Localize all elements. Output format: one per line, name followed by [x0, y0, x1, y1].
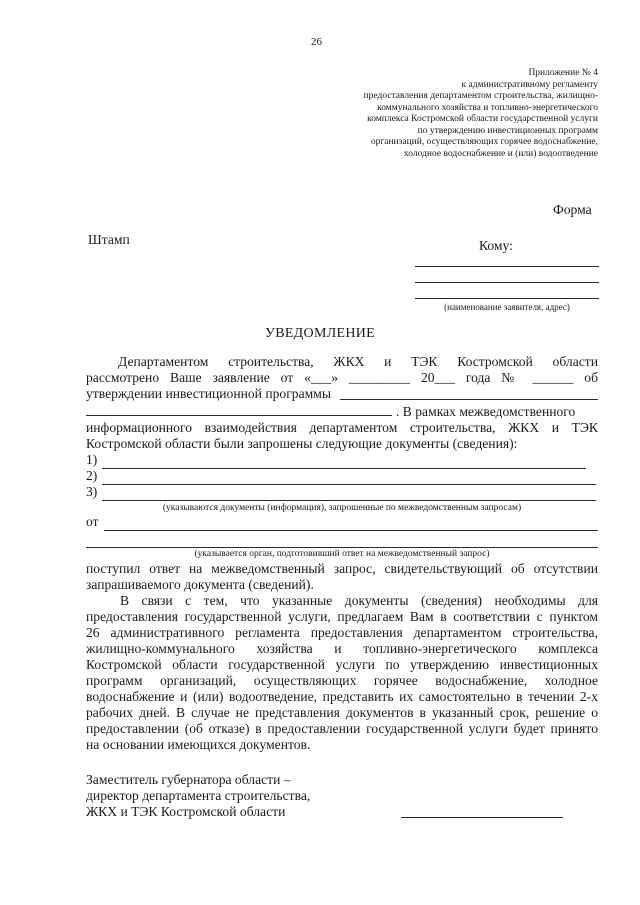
organ-line[interactable] [104, 530, 598, 531]
document-line[interactable] [102, 468, 586, 469]
para2-line: поступил ответ на межведомственный запрос, свидетельствующий об отсутствии [86, 561, 598, 576]
document-line[interactable] [102, 500, 596, 501]
para3-line: на основании имеющихся документов. [86, 737, 311, 752]
form-label: Форма [553, 202, 592, 217]
para1-line: Костромской области были запрошены следующие документы (сведения): [86, 436, 518, 451]
appendix-line: организаций, осуществляющих горячее водоснабжение, [370, 137, 598, 147]
appendix-line: комплекса Костромской области государственной услуги [367, 114, 598, 124]
applicant-caption: (наименование заявителя, адрес) [444, 302, 570, 312]
para1-line: Департаментом строительства, ЖКХ и ТЭК Костромской области [118, 354, 598, 369]
document-title: УВЕДОМЛЕНИЕ [264, 326, 376, 341]
organ-line[interactable] [86, 547, 598, 548]
appendix-line: к административному регламенту [461, 79, 598, 90]
organ-caption: (указывается орган, подготовивший ответ на межведомственный запрос) [194, 549, 490, 559]
appendix-line: холодное водоснабжение и (или) водоотведение [403, 148, 598, 159]
appendix-block [298, 68, 598, 160]
para3-line: В связи с тем, что указанные документы (сведения) необходимы для [120, 593, 598, 608]
para1-line: . В рамках межведомственного [396, 404, 576, 419]
page-number: 26 [311, 36, 322, 48]
program-name-line[interactable] [340, 399, 598, 400]
para3-line: 26 административного регламента предоставления департаментом строительства, [86, 625, 598, 640]
para3-line: Костромской области государственной услуги по утверждению инвестиционных [86, 657, 598, 672]
para1-line: утверждении инвестиционной программы [86, 386, 331, 401]
to-label: Кому: [479, 238, 513, 253]
para3-line: предоставления государственной услуги, предлагаем Вам в соответствии с пунктом [86, 609, 598, 624]
signatory-line: Заместитель губернатора области – [86, 772, 291, 787]
appendix-line: предоставления департаментом строительства, жилищно- [363, 91, 598, 101]
para3-line: предоставлении (об отказе) в предоставлении государственной услуги будет принято [86, 721, 598, 736]
recipient-line[interactable] [415, 282, 599, 283]
para3-line: программ организаций, осуществляющих горячее водоснабжение, холодное [86, 673, 598, 688]
stamp-label: Штамп [88, 232, 130, 247]
signature-line[interactable] [401, 817, 563, 818]
appendix-line: коммунального хозяйства и топливно-энергетического [377, 102, 598, 113]
list-item-number: 2) [86, 468, 98, 483]
signatory-line: ЖКХ и ТЭК Костромской области [86, 804, 286, 819]
appendix-line: по утверждению инвестиционных программ [417, 125, 598, 136]
appendix-line: Приложение № 4 [528, 68, 598, 78]
para3-line: жилищно-коммунального хозяйства и топливно-энергетического комплекса [86, 641, 598, 656]
recipient-line[interactable] [415, 298, 599, 299]
docs-caption: (указываются документы (информация), запрошенные по межведомственным запросам) [162, 503, 522, 513]
document-line[interactable] [102, 484, 596, 485]
list-item-number: 1) [86, 452, 98, 467]
program-name-line[interactable] [86, 415, 392, 416]
signatory-line: директор департамента строительства, [86, 788, 311, 803]
para1-line: информационного взаимодействия департаментом строительства, ЖКХ и ТЭК [86, 420, 598, 435]
para3-line: водоснабжение и (или) водоотведение, представить их самостоятельно в течении 2-х [86, 689, 598, 704]
para2-line: запрашиваемого документа (сведений). [86, 577, 314, 592]
para1-line: рассмотрено Ваше заявление от «___» _________ 20___ года № ______ об [86, 370, 598, 385]
recipient-line[interactable] [415, 266, 599, 267]
para3-line: рабочих дней. В случае не представления документов в указанный срок, решение о [86, 705, 598, 720]
list-item-number: 3) [86, 484, 98, 499]
from-label: от [86, 514, 99, 529]
